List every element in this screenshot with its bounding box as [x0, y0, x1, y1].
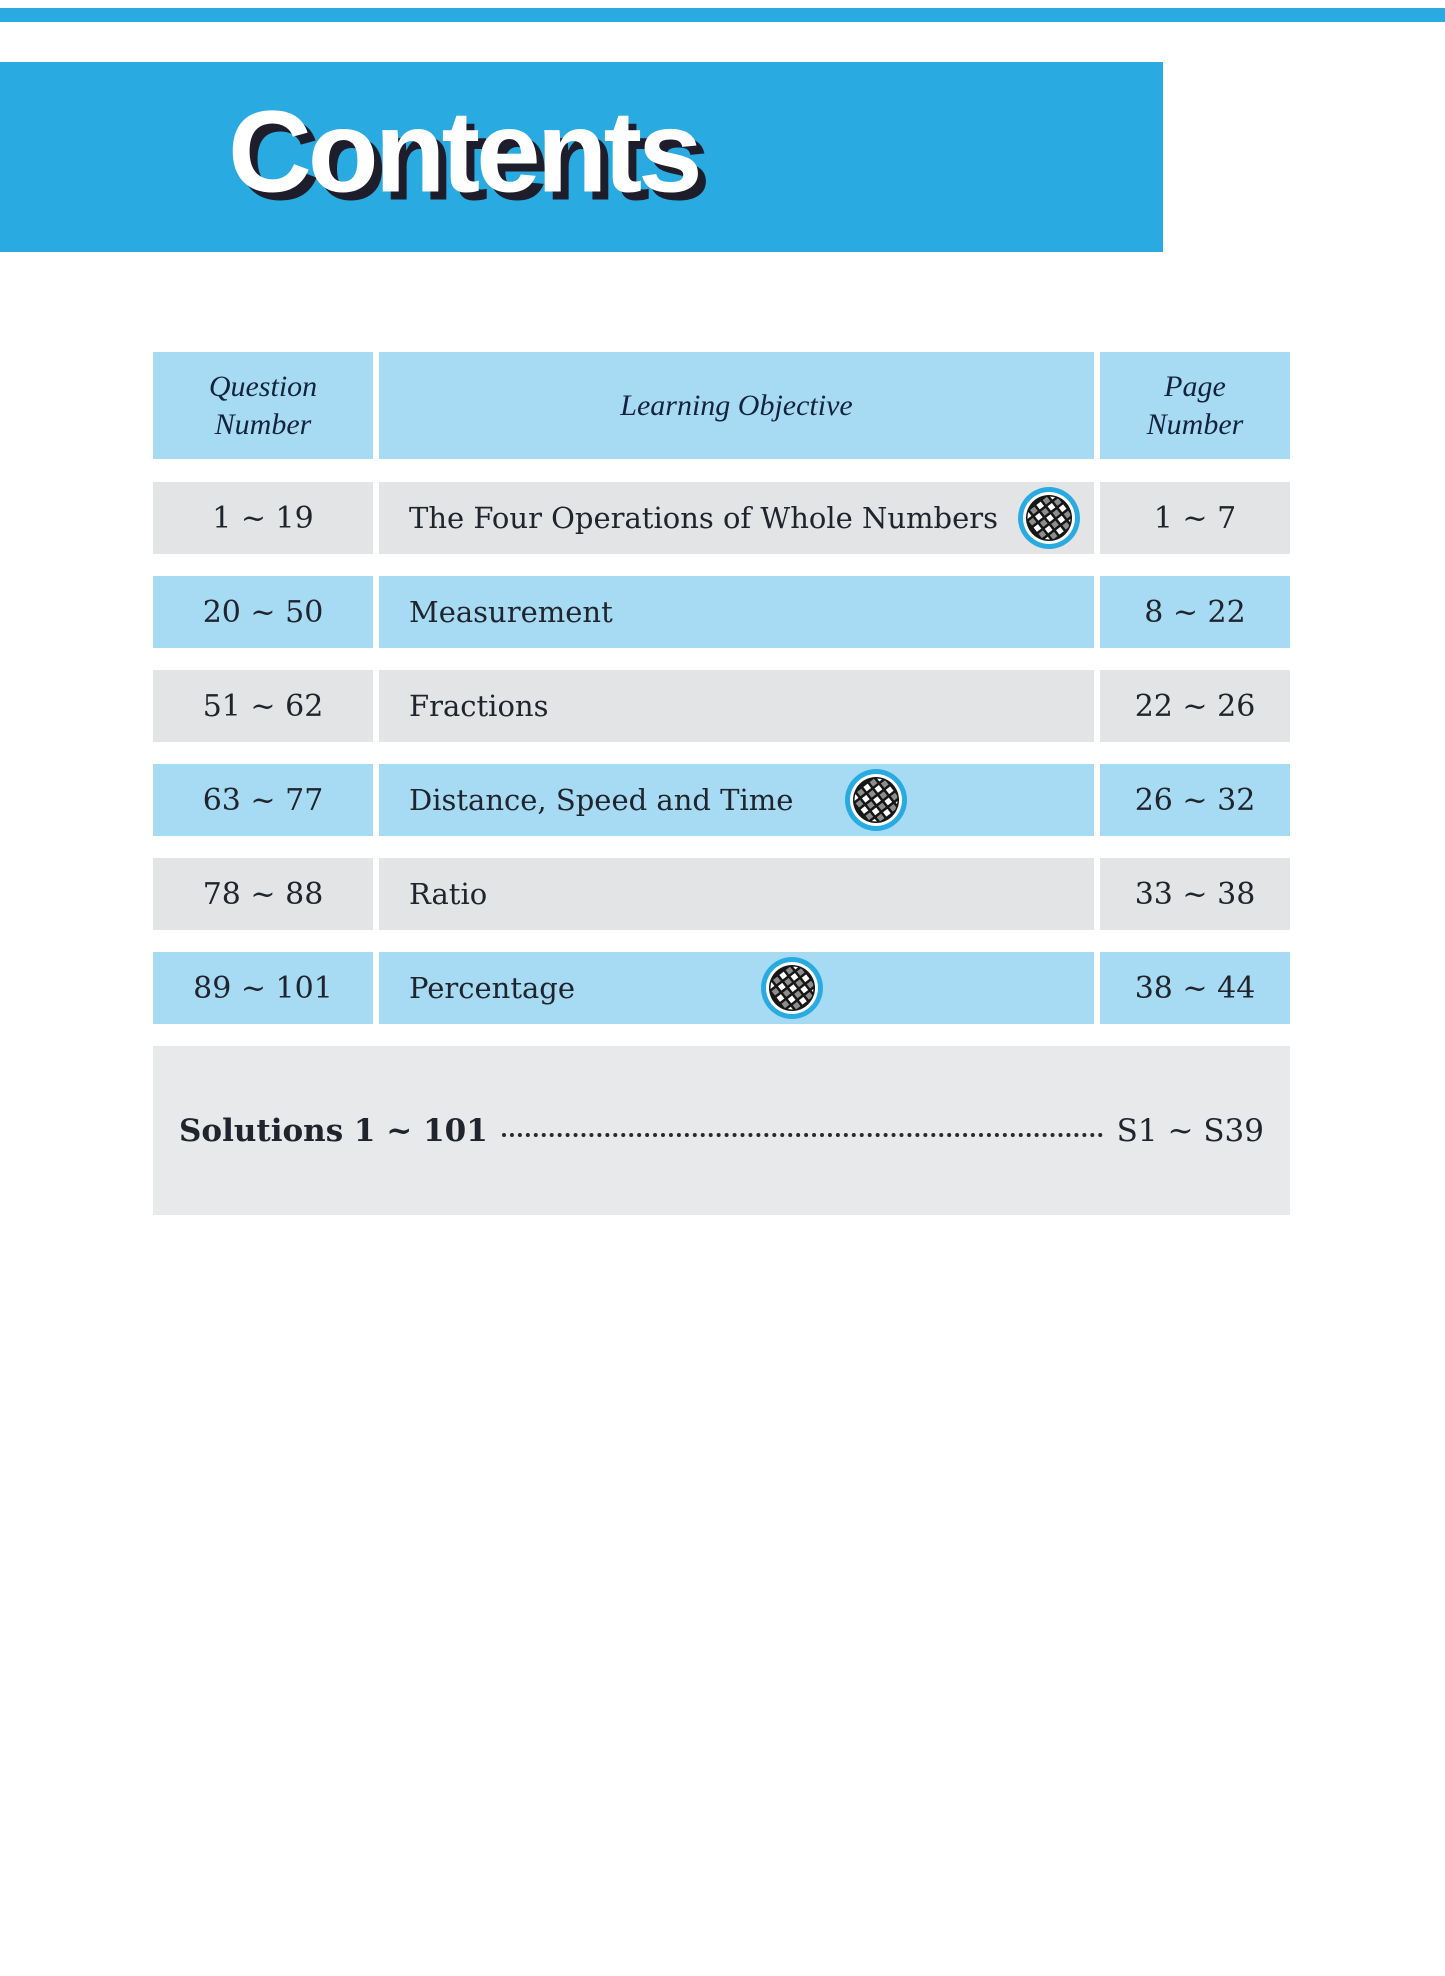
table-row [153, 670, 1290, 742]
question-number-range: 1 ~ 19 [153, 482, 373, 554]
page-top-accent-bar [0, 8, 1445, 22]
page-number-range: 8 ~ 22 [1100, 576, 1290, 648]
column-header-learning-objective: Learning Objective [379, 352, 1094, 459]
learning-objective [379, 858, 1094, 930]
calculator-icon [761, 957, 823, 1019]
learning-objective-label: Fractions [409, 689, 549, 723]
learning-objective [379, 576, 1094, 648]
learning-objective-label: Percentage [409, 971, 575, 1005]
question-number-range: 78 ~ 88 [153, 858, 373, 930]
page-number-range: 22 ~ 26 [1100, 670, 1290, 742]
page-number-range: 33 ~ 38 [1100, 858, 1290, 930]
calculator-icon [845, 769, 907, 831]
learning-objective-label: Ratio [409, 877, 488, 911]
question-number-range: 51 ~ 62 [153, 670, 373, 742]
table-row [153, 952, 1290, 1024]
page-number-range: 1 ~ 7 [1100, 482, 1290, 554]
learning-objective-label: The Four Operations of Whole Numbers [409, 501, 999, 535]
solutions-label: Solutions 1 ~ 101 [179, 1112, 488, 1149]
table-row [153, 764, 1290, 836]
question-number-range: 63 ~ 77 [153, 764, 373, 836]
learning-objective-label: Measurement [409, 595, 613, 629]
learning-objective [379, 764, 1094, 836]
calculator-icon [1018, 487, 1080, 549]
page-number-range: 38 ~ 44 [1100, 952, 1290, 1024]
column-header-page-number: Page Number [1100, 352, 1290, 459]
dotted-leader-line [502, 1133, 1103, 1137]
table-body [153, 482, 1290, 1024]
page-number-range: 26 ~ 32 [1100, 764, 1290, 836]
question-number-range: 89 ~ 101 [153, 952, 373, 1024]
table-row [153, 576, 1290, 648]
solutions-page-range: S1 ~ S39 [1116, 1112, 1264, 1149]
table-row [153, 482, 1290, 554]
learning-objective [379, 482, 1094, 554]
learning-objective-label: Distance, Speed and Time [409, 783, 794, 817]
column-header-question-number: Question Number [153, 352, 373, 459]
table-row [153, 858, 1290, 930]
page-title: Contents [228, 86, 699, 217]
table-header-row [153, 352, 1290, 459]
learning-objective [379, 952, 1094, 1024]
learning-objective [379, 670, 1094, 742]
title-banner [0, 62, 1163, 252]
solutions-row [153, 1046, 1290, 1215]
question-number-range: 20 ~ 50 [153, 576, 373, 648]
contents-table [153, 352, 1290, 1215]
